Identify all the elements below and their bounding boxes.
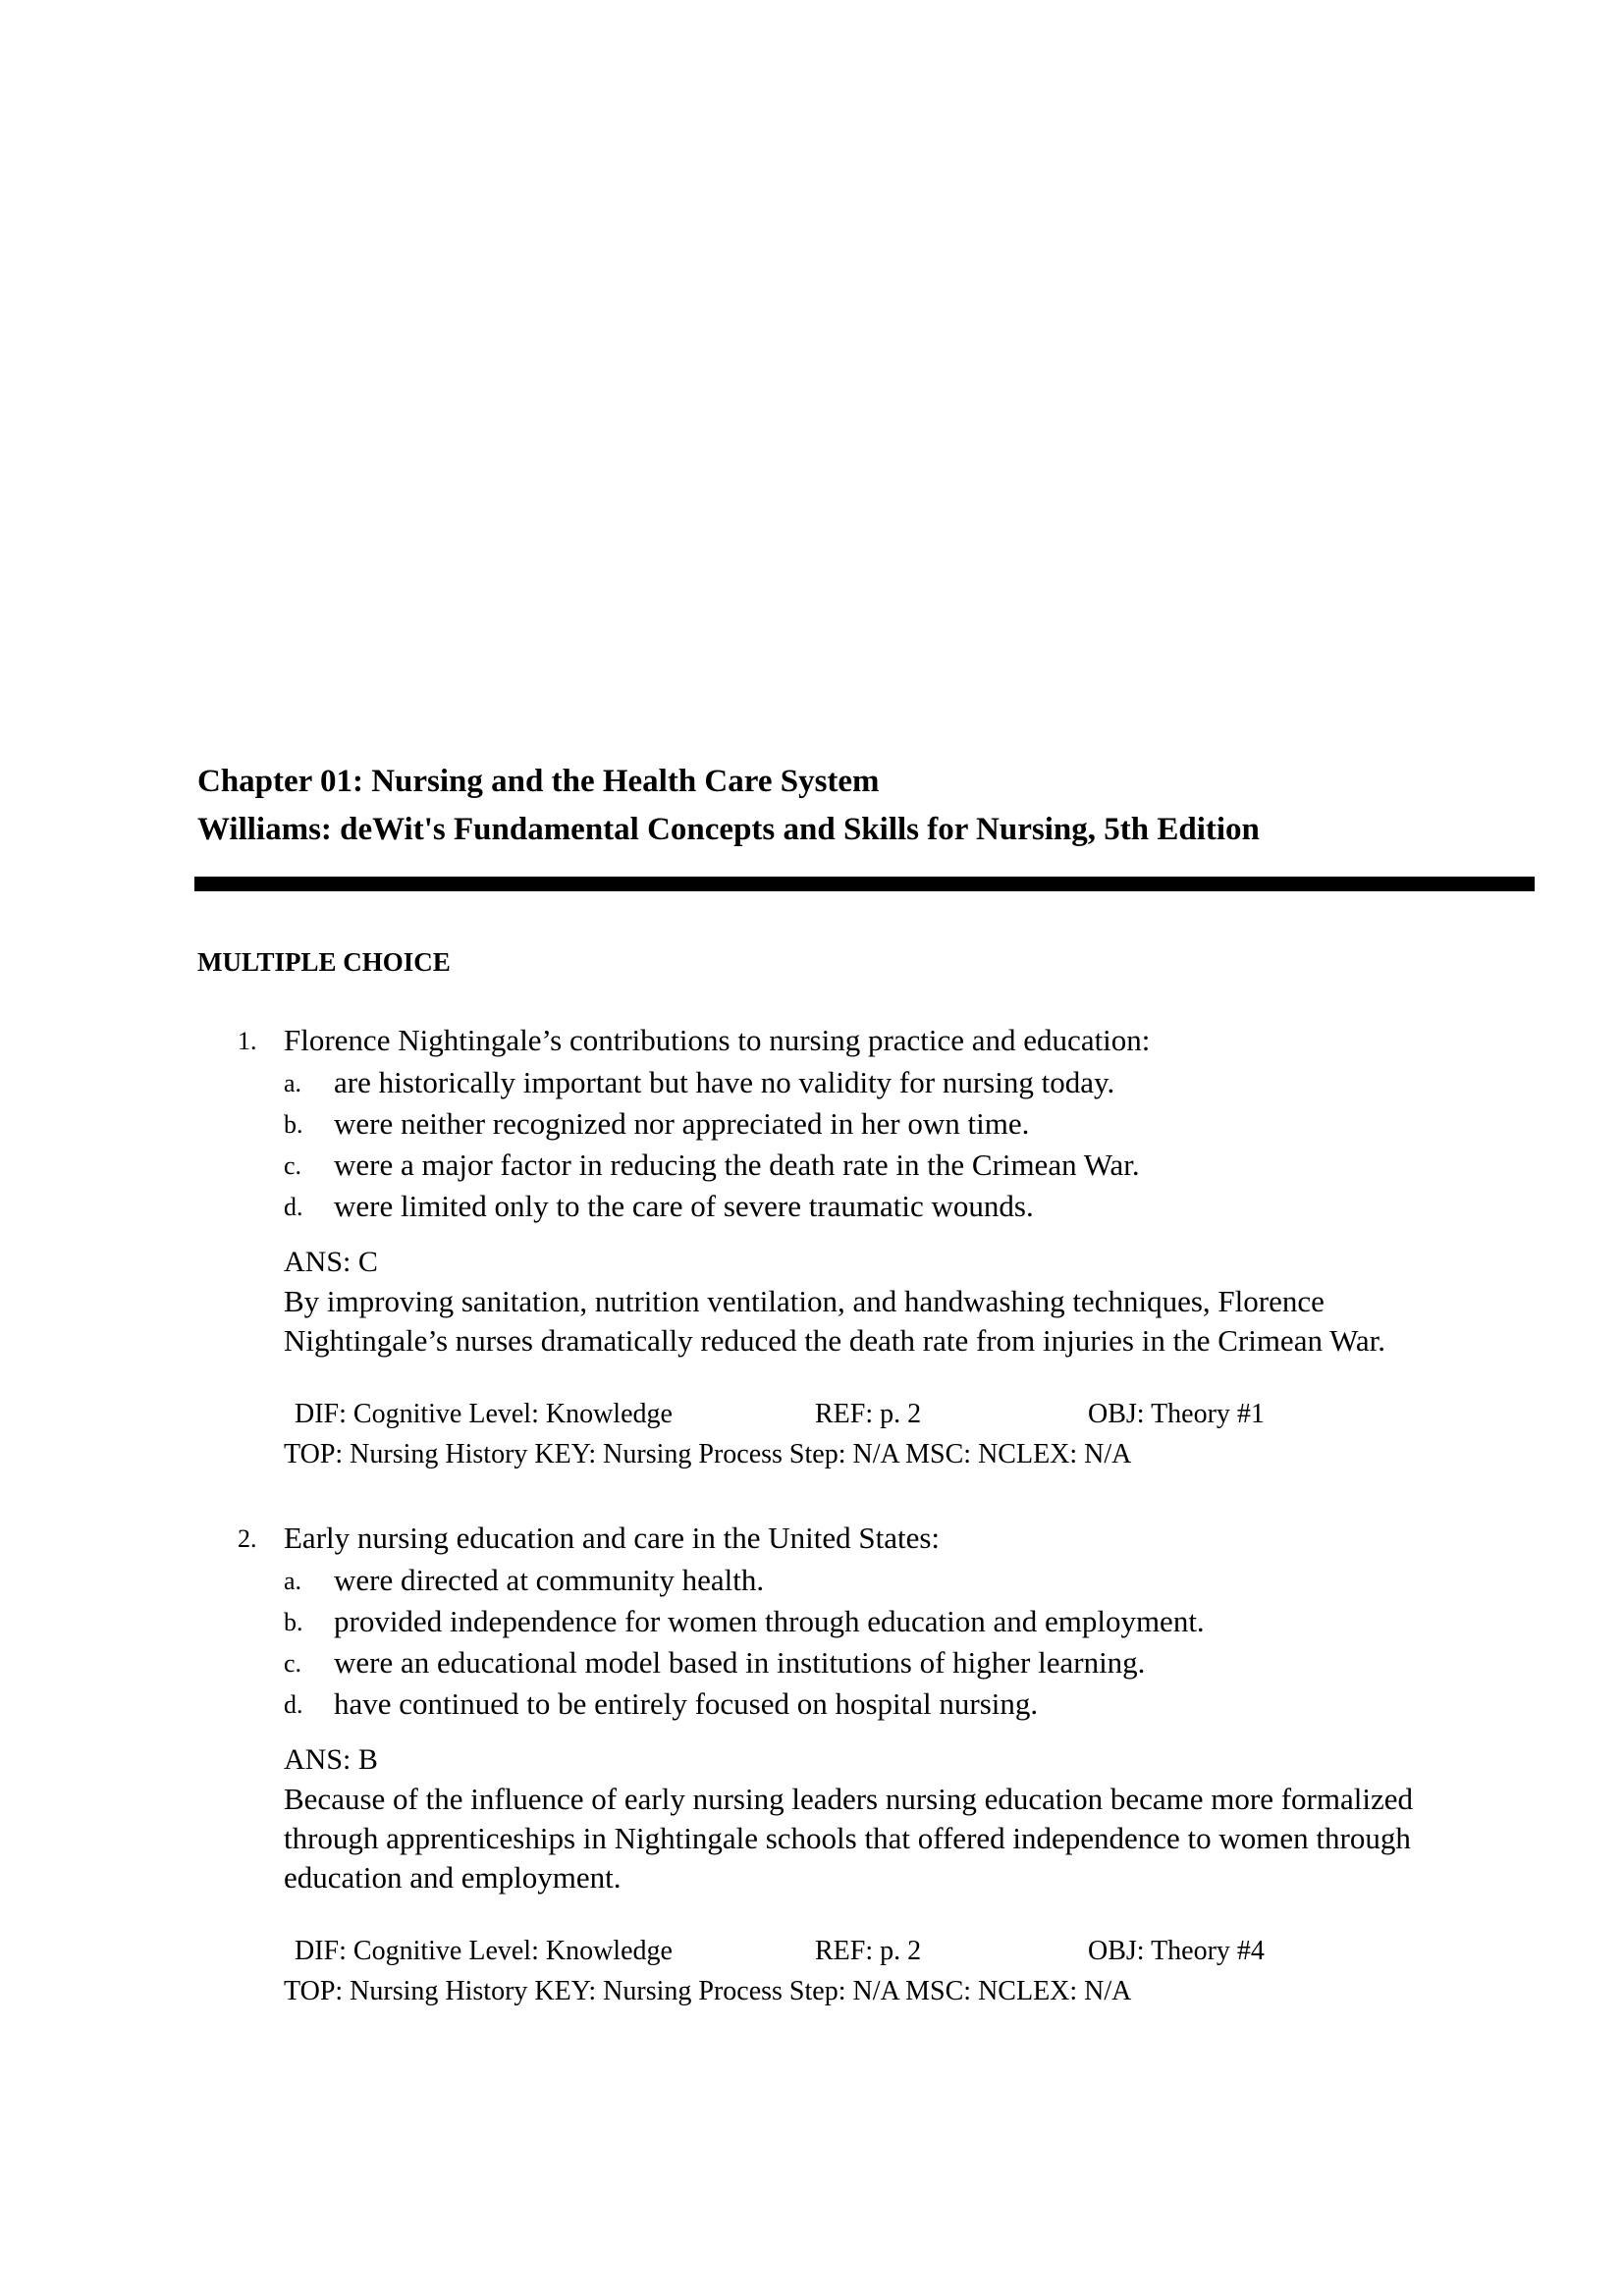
- meta-objective: OBJ: Theory #1: [1088, 1399, 1265, 1429]
- option-letter: d.: [284, 1690, 303, 1719]
- rationale-line: Nightingale’s nurses dramatically reduced the death rate from injuries in the Crimean War.: [284, 1323, 1386, 1358]
- title-divider: [194, 877, 1535, 891]
- option-letter: b.: [284, 1110, 303, 1139]
- option-text: were a major factor in reducing the death rate in the Crimean War.: [334, 1148, 1140, 1182]
- option-text: were an educational model based in institutions of higher learning.: [334, 1645, 1146, 1680]
- question-number: 2.: [238, 1524, 257, 1553]
- option-letter: b.: [284, 1608, 303, 1636]
- option-letter: c.: [284, 1151, 302, 1180]
- rationale-line: By improving sanitation, nutrition ventilation, and handwashing techniques, Florence: [284, 1284, 1325, 1318]
- option-text: are historically important but have no validity for nursing today.: [334, 1065, 1115, 1099]
- answer-key: ANS: C: [284, 1246, 378, 1278]
- option-text: were directed at community health.: [334, 1563, 765, 1597]
- question-stem: Florence Nightingale’s contributions to nursing practice and education:: [284, 1023, 1151, 1057]
- meta-topic: TOP: Nursing History KEY: Nursing Process Step: N/A MSC: NCLEX: N/A: [284, 1976, 1132, 2006]
- option-letter: a.: [284, 1567, 302, 1595]
- section-heading: MULTIPLE CHOICE: [197, 947, 451, 977]
- meta-objective: OBJ: Theory #4: [1088, 1936, 1265, 1966]
- question-number: 1.: [238, 1027, 257, 1055]
- rationale-line: Because of the influence of early nursing leaders nursing education became more formalized: [284, 1782, 1413, 1816]
- rationale-line: through apprenticeships in Nightingale schools that offered independence to women through: [284, 1821, 1411, 1855]
- book-title: Williams: deWit's Fundamental Concepts and Skills for Nursing, 5th Edition: [197, 812, 1260, 847]
- chapter-title: Chapter 01: Nursing and the Health Care System: [197, 764, 880, 799]
- rationale-line: education and employment.: [284, 1860, 622, 1895]
- option-text: provided independence for women through education and employment.: [334, 1604, 1205, 1638]
- meta-difficulty: DIF: Cognitive Level: Knowledge: [295, 1936, 673, 1966]
- meta-reference: REF: p. 2: [815, 1399, 922, 1429]
- meta-reference: REF: p. 2: [815, 1936, 922, 1966]
- option-text: were neither recognized nor appreciated in her own time.: [334, 1106, 1030, 1141]
- option-letter: d.: [284, 1193, 303, 1221]
- option-text: have continued to be entirely focused on hospital nursing.: [334, 1686, 1039, 1721]
- option-letter: a.: [284, 1069, 302, 1097]
- answer-key: ANS: B: [284, 1743, 378, 1776]
- option-text: were limited only to the care of severe traumatic wounds.: [334, 1189, 1034, 1223]
- question-stem: Early nursing education and care in the United States:: [284, 1521, 941, 1555]
- meta-topic: TOP: Nursing History KEY: Nursing Process Step: N/A MSC: NCLEX: N/A: [284, 1439, 1132, 1469]
- meta-difficulty: DIF: Cognitive Level: Knowledge: [295, 1399, 673, 1429]
- option-letter: c.: [284, 1649, 302, 1678]
